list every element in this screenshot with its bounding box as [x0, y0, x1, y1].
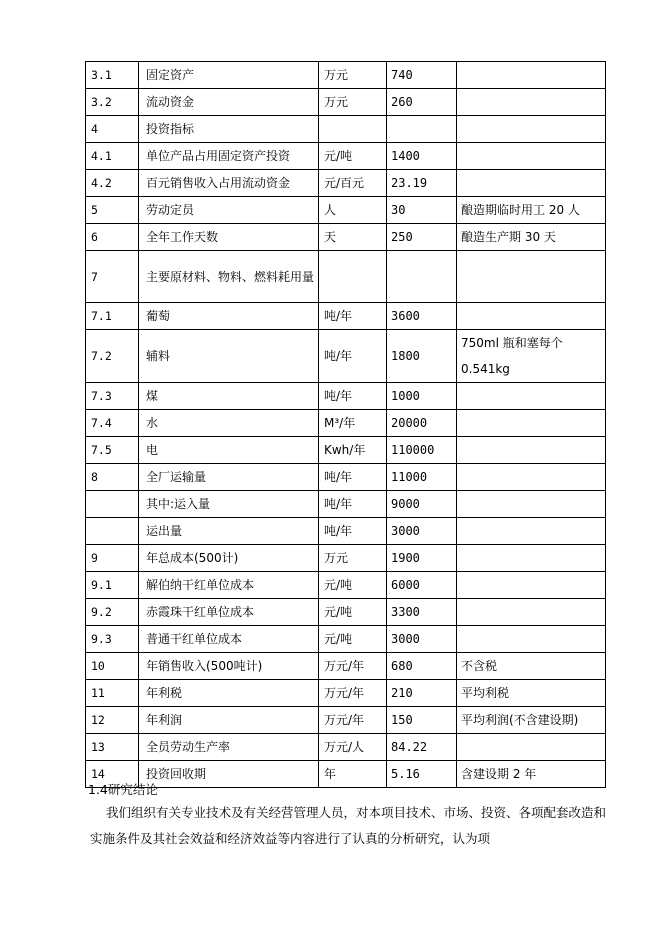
- table-row: [86, 626, 606, 653]
- row-item: 辅料: [139, 330, 319, 383]
- row-value: 210: [387, 680, 457, 707]
- table-row: [86, 89, 606, 116]
- row-unit: 年: [319, 761, 387, 788]
- row-note: [457, 491, 606, 518]
- row-number: 7.2: [86, 330, 139, 383]
- row-value: 1000: [387, 383, 457, 410]
- row-item: 全员劳动生产率: [139, 734, 319, 761]
- row-unit: 万元/年: [319, 680, 387, 707]
- row-unit: 吨/年: [319, 330, 387, 383]
- row-note: [457, 89, 606, 116]
- table-row: [86, 599, 606, 626]
- row-unit: 吨/年: [319, 518, 387, 545]
- section-heading: 1.4研究结论: [88, 782, 158, 797]
- row-number: 9.1: [86, 572, 139, 599]
- row-unit: 万元: [319, 62, 387, 89]
- table-row: [86, 518, 606, 545]
- row-number: 3.1: [86, 62, 139, 89]
- row-number: 4.1: [86, 143, 139, 170]
- row-unit: 元/百元: [319, 170, 387, 197]
- table-row: [86, 761, 606, 788]
- table-row: [86, 680, 606, 707]
- row-item: 主要原材料、物料、燃料耗用量: [139, 251, 319, 303]
- row-item: 电: [139, 437, 319, 464]
- row-number: 9.2: [86, 599, 139, 626]
- row-value: 20000: [387, 410, 457, 437]
- row-value: 150: [387, 707, 457, 734]
- row-value: [387, 116, 457, 143]
- row-note: [457, 62, 606, 89]
- row-unit: 万元/年: [319, 653, 387, 680]
- row-note: [457, 545, 606, 572]
- row-number: 13: [86, 734, 139, 761]
- row-value: 3300: [387, 599, 457, 626]
- row-number: 6: [86, 224, 139, 251]
- row-unit: 人: [319, 197, 387, 224]
- row-unit: 万元: [319, 545, 387, 572]
- row-number: [86, 491, 139, 518]
- table-row: [86, 383, 606, 410]
- table-row: [86, 734, 606, 761]
- row-value: 11000: [387, 464, 457, 491]
- row-value: 1400: [387, 143, 457, 170]
- row-item: 年利润: [139, 707, 319, 734]
- row-unit: [319, 116, 387, 143]
- row-unit: 吨/年: [319, 383, 387, 410]
- row-note: 不含税: [457, 653, 606, 680]
- row-number: 7.3: [86, 383, 139, 410]
- row-number: 7.5: [86, 437, 139, 464]
- row-note: [457, 437, 606, 464]
- row-note: [457, 734, 606, 761]
- row-unit: 吨/年: [319, 491, 387, 518]
- row-number: 9: [86, 545, 139, 572]
- row-unit: 元/吨: [319, 626, 387, 653]
- row-note: [457, 572, 606, 599]
- row-note: [457, 170, 606, 197]
- indicator-table-body: [86, 62, 606, 788]
- row-value: 680: [387, 653, 457, 680]
- row-item: 投资指标: [139, 116, 319, 143]
- row-unit: Kwh/年: [319, 437, 387, 464]
- table-row: [86, 116, 606, 143]
- row-value: 3600: [387, 303, 457, 330]
- row-note: 750ml 瓶和塞每个 0.541kg: [457, 330, 606, 383]
- row-note: 平均利润(不含建设期): [457, 707, 606, 734]
- row-unit: 天: [319, 224, 387, 251]
- row-item: 固定资产: [139, 62, 319, 89]
- row-value: 260: [387, 89, 457, 116]
- row-item: 水: [139, 410, 319, 437]
- row-item: 运出量: [139, 518, 319, 545]
- row-unit: 万元/人: [319, 734, 387, 761]
- row-unit: 万元: [319, 89, 387, 116]
- row-value: 1900: [387, 545, 457, 572]
- row-note: [457, 626, 606, 653]
- row-note: [457, 251, 606, 303]
- row-note: 平均利税: [457, 680, 606, 707]
- row-value: [387, 251, 457, 303]
- row-number: 5: [86, 197, 139, 224]
- section-paragraph: 我们组织有关专业技术及有关经营管理人员，对本项目技术、市场、投资、各项配套改造和实施条件及其社会效益和经济效益等内容进行了认真的分析研究，认为项: [90, 805, 607, 846]
- row-item: 年利税: [139, 680, 319, 707]
- row-number: [86, 518, 139, 545]
- row-note: [457, 383, 606, 410]
- row-unit: 元/吨: [319, 572, 387, 599]
- row-note: [457, 599, 606, 626]
- row-number: 7.1: [86, 303, 139, 330]
- row-item: 全年工作天数: [139, 224, 319, 251]
- row-note: 含建设期 2 年: [457, 761, 606, 788]
- row-value: 84.22: [387, 734, 457, 761]
- row-item: 葡萄: [139, 303, 319, 330]
- row-number: 10: [86, 653, 139, 680]
- row-item: 年销售收入(500吨计): [139, 653, 319, 680]
- table-row: [86, 491, 606, 518]
- row-value: 3000: [387, 518, 457, 545]
- row-item: 流动资金: [139, 89, 319, 116]
- row-note: [457, 116, 606, 143]
- row-number: 8: [86, 464, 139, 491]
- table-row: [86, 303, 606, 330]
- row-note: 酿造期临时用工 20 人: [457, 197, 606, 224]
- row-value: 1800: [387, 330, 457, 383]
- row-note: [457, 410, 606, 437]
- row-item: 其中:运入量: [139, 491, 319, 518]
- table-row: [86, 707, 606, 734]
- table-row: [86, 251, 606, 303]
- row-item: 单位产品占用固定资产投资: [139, 143, 319, 170]
- row-value: 9000: [387, 491, 457, 518]
- row-unit: 万元/年: [319, 707, 387, 734]
- table-row: [86, 410, 606, 437]
- row-number: 14: [86, 761, 139, 788]
- table-row: [86, 653, 606, 680]
- row-unit: 元/吨: [319, 599, 387, 626]
- row-value: 30: [387, 197, 457, 224]
- table-row: [86, 62, 606, 89]
- row-item: 全厂运输量: [139, 464, 319, 491]
- row-item: 投资回收期: [139, 761, 319, 788]
- row-item: 百元销售收入占用流动资金: [139, 170, 319, 197]
- row-unit: 元/吨: [319, 143, 387, 170]
- row-note: 酿造生产期 30 天: [457, 224, 606, 251]
- row-note: [457, 518, 606, 545]
- table-row: [86, 330, 606, 383]
- row-value: 23.19: [387, 170, 457, 197]
- table-row: [86, 437, 606, 464]
- row-unit: M³/年: [319, 410, 387, 437]
- row-number: 12: [86, 707, 139, 734]
- row-value: 5.16: [387, 761, 457, 788]
- indicator-table: [85, 61, 606, 788]
- table-row: [86, 572, 606, 599]
- table-row: [86, 545, 606, 572]
- row-number: 7: [86, 251, 139, 303]
- row-number: 3.2: [86, 89, 139, 116]
- row-item: 解伯纳干红单位成本: [139, 572, 319, 599]
- row-number: 7.4: [86, 410, 139, 437]
- row-unit: [319, 251, 387, 303]
- table-row: [86, 224, 606, 251]
- row-number: 9.3: [86, 626, 139, 653]
- row-note: [457, 303, 606, 330]
- row-note: [457, 143, 606, 170]
- row-value: 250: [387, 224, 457, 251]
- row-item: 赤霞珠干红单位成本: [139, 599, 319, 626]
- row-value: 740: [387, 62, 457, 89]
- row-value: 3000: [387, 626, 457, 653]
- row-item: 劳动定员: [139, 197, 319, 224]
- row-number: 4.2: [86, 170, 139, 197]
- table-row: [86, 170, 606, 197]
- table-row: [86, 464, 606, 491]
- row-item: 普通干红单位成本: [139, 626, 319, 653]
- row-unit: 吨/年: [319, 464, 387, 491]
- row-note: [457, 464, 606, 491]
- table-row: [86, 197, 606, 224]
- row-unit: 吨/年: [319, 303, 387, 330]
- row-item: 煤: [139, 383, 319, 410]
- row-item: 年总成本(500计): [139, 545, 319, 572]
- row-value: 6000: [387, 572, 457, 599]
- row-number: 11: [86, 680, 139, 707]
- row-value: 110000: [387, 437, 457, 464]
- table-row: [86, 143, 606, 170]
- row-number: 4: [86, 116, 139, 143]
